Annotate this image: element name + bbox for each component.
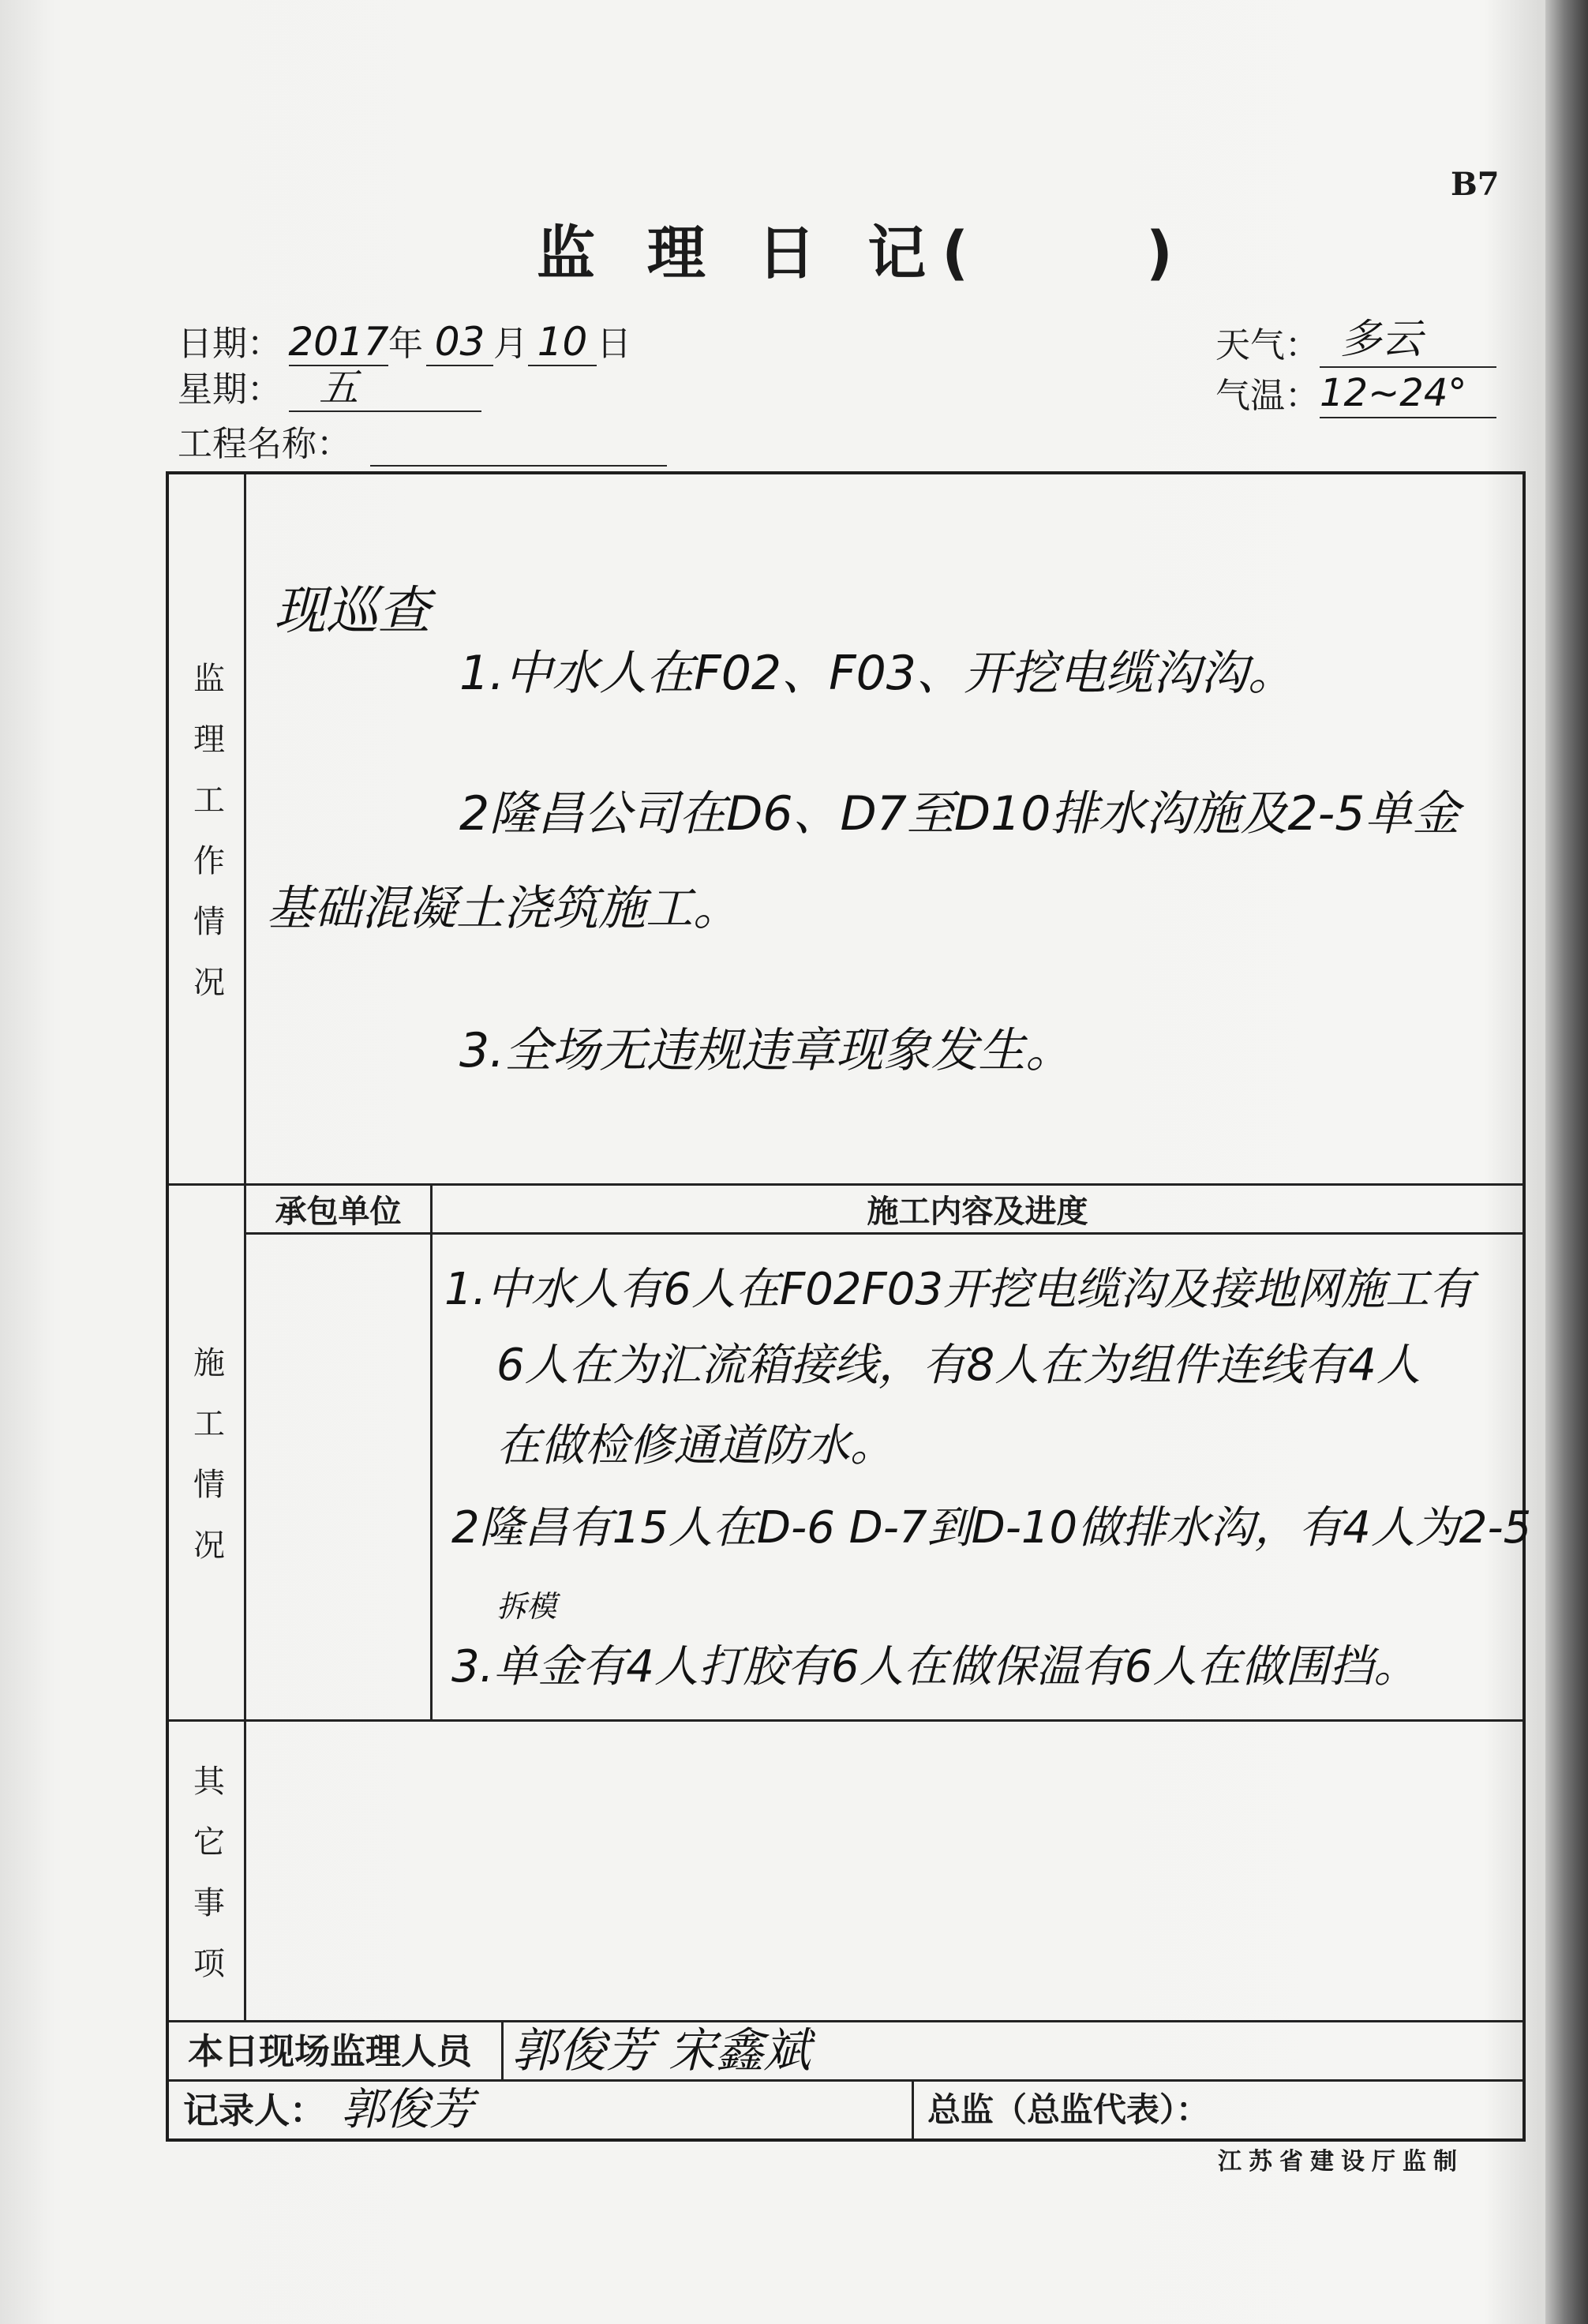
project-label: 工程名称： <box>178 424 351 464</box>
issuer-note: 江苏省建设厅监制 <box>1218 2148 1464 2176</box>
supervision-heading: 现巡查 <box>274 580 430 641</box>
chief-cell <box>914 2082 1522 2138</box>
supervision-line-1: 1.中水人在F02、F03、开挖电缆沟沟。 <box>459 646 1295 701</box>
day-value: 10 <box>537 319 588 365</box>
progress-body-cell <box>433 1235 1532 1722</box>
construction-line-1: 1.中水人有6人在F02F03开挖电缆沟及接地网施工有 <box>444 1264 1474 1315</box>
month-field <box>426 319 493 366</box>
page-binding-edge <box>1545 0 1588 2324</box>
diary-table <box>166 471 1532 2142</box>
staff-value-cell <box>504 2022 1522 2082</box>
month-unit: 月 <box>493 324 528 364</box>
supervision-line-2: 2隆昌公司在D6、D7至D10排水沟施及2-5单金 <box>459 786 1460 842</box>
construction-line-3: 在做检修通道防水。 <box>496 1420 894 1471</box>
date-row <box>178 319 631 366</box>
weekday-row <box>178 365 481 412</box>
construction-label: 施工情况 <box>188 1345 225 1589</box>
day-field <box>528 319 597 366</box>
contractor-body-cell <box>246 1235 433 1722</box>
supervision-label: 监理工作情况 <box>188 661 225 1026</box>
construction-line-4-note: 拆模 <box>496 1589 557 1624</box>
construction-label-cell <box>169 1186 246 1722</box>
chief-label: 总监（总监代表）： <box>927 2090 1210 2129</box>
weekday-field <box>289 365 481 412</box>
supervision-label-cell <box>169 474 246 1186</box>
staff-label: 本日现场监理人员 <box>188 2030 473 2072</box>
weekday-label: 星期： <box>178 369 282 410</box>
supervision-line-3: 3.全场无违规违章现象发生。 <box>459 1023 1073 1078</box>
recorder-label: 记录人： <box>183 2089 326 2131</box>
weather-field <box>1320 316 1496 368</box>
staff-label-cell <box>169 2022 504 2082</box>
construction-line-4: 2隆昌有15人在D-6 D-7到D-10做排水沟，有4人为2-5 <box>451 1502 1532 1554</box>
progress-header: 施工内容及进度 <box>867 1194 1088 1230</box>
contractor-header-cell <box>246 1186 433 1235</box>
recorder-signature: 郭俊芳 <box>341 2084 474 2135</box>
supervision-label-wrap <box>169 474 244 1183</box>
page-title-close-paren: ) <box>1146 219 1173 287</box>
temperature-field <box>1320 371 1496 418</box>
month-value: 03 <box>434 319 485 365</box>
staff-signatures: 郭俊芳 宋鑫斌 <box>511 2023 811 2078</box>
date-label: 日期： <box>178 324 282 364</box>
progress-header-cell <box>433 1186 1522 1235</box>
weather-value: 多云 <box>1340 316 1423 363</box>
construction-line-2: 6人在为汇流箱接线，有8人在为组件连线有4人 <box>496 1340 1421 1391</box>
weekday-value: 五 <box>319 365 358 410</box>
other-content-cell <box>246 1722 1522 2022</box>
temperature-label: 气温： <box>1215 376 1320 416</box>
other-label: 其它事项 <box>188 1764 225 2007</box>
day-unit: 日 <box>597 324 631 364</box>
year-unit: 年 <box>388 324 423 364</box>
construction-line-5: 3.单金有4人打胶有6人在做保温有6人在做围挡。 <box>451 1641 1418 1692</box>
year-value: 2017 <box>288 319 389 365</box>
project-row <box>178 422 667 467</box>
page-title: 监 理 日 记( <box>537 219 985 287</box>
temperature-value: 12~24° <box>1320 371 1467 415</box>
temperature-row <box>1215 371 1496 418</box>
supervision-content-cell <box>246 474 1522 1186</box>
construction-label-wrap <box>169 1186 244 1719</box>
year-field <box>288 319 389 366</box>
weather-label: 天气： <box>1215 325 1320 365</box>
supervision-line-2-cont: 基础混凝土浇筑施工。 <box>267 881 740 936</box>
project-field <box>370 422 667 467</box>
weather-row <box>1215 316 1496 368</box>
contractor-header: 承包单位 <box>275 1194 402 1230</box>
recorder-cell <box>169 2082 914 2138</box>
other-label-cell <box>169 1722 246 2022</box>
form-code: B7 <box>1451 166 1500 203</box>
other-label-wrap <box>169 1722 244 2020</box>
